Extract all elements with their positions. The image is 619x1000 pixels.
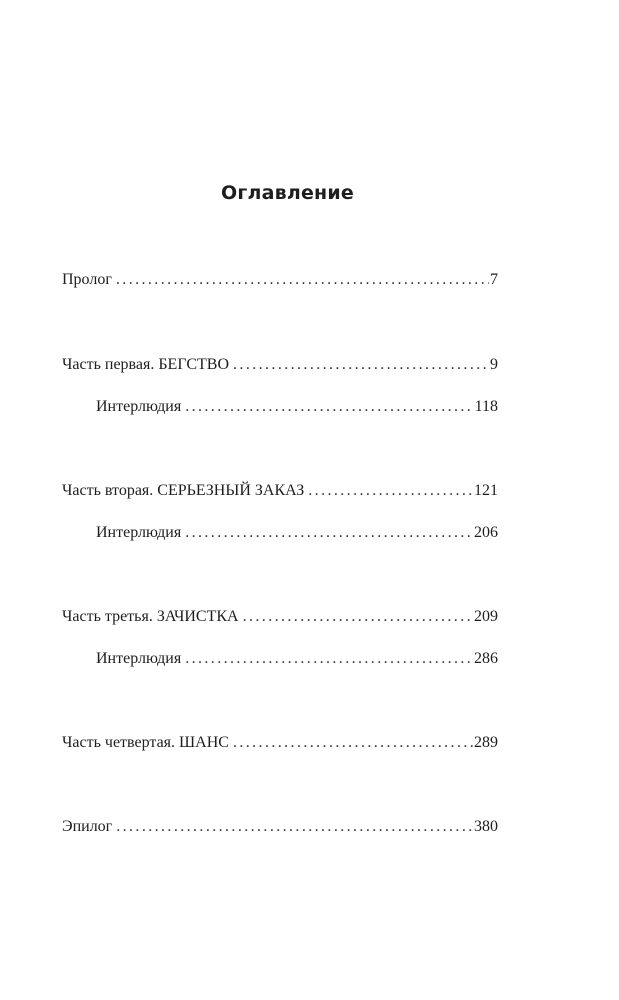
toc-entry-label: Интерлюдия	[96, 398, 182, 415]
page-title: Оглавление	[221, 182, 354, 204]
toc-entry-label: Интерлюдия	[96, 650, 182, 667]
dot-leader	[185, 648, 473, 670]
dot-leader	[116, 269, 489, 291]
toc-entry-page: 380	[474, 818, 498, 835]
toc-entry-page: 206	[474, 524, 498, 541]
toc-entry-epilogue[interactable]	[62, 816, 498, 838]
toc-entry-part-1[interactable]	[62, 354, 498, 376]
toc-entry-interlude-3[interactable]	[96, 648, 498, 670]
toc-entry-label: Часть третья. ЗАЧИСТКА	[62, 608, 239, 625]
toc-entry-page: 289	[474, 734, 498, 751]
dot-leader	[185, 396, 473, 418]
toc-entry-label: Часть вторая. СЕРЬЕЗНЫЙ ЗАКАЗ	[62, 482, 305, 499]
toc-entry-label: Интерлюдия	[96, 524, 182, 541]
toc-entry-prologue[interactable]	[62, 269, 498, 291]
toc-entry-label: Часть первая. БЕГСТВО	[62, 356, 230, 373]
dot-leader	[233, 354, 489, 376]
toc-entry-part-3[interactable]	[62, 606, 498, 628]
toc-entry-part-4[interactable]	[62, 732, 498, 754]
toc-entry-label: Пролог	[62, 271, 112, 288]
toc-entry-part-2[interactable]	[62, 480, 498, 502]
toc-entry-page: 9	[490, 356, 498, 373]
toc-entry-interlude-1[interactable]	[96, 396, 498, 418]
dot-leader	[233, 732, 473, 754]
toc-entry-page: 7	[490, 271, 498, 288]
toc-entry-label: Эпилог	[62, 818, 113, 835]
toc-entry-page: 118	[474, 398, 498, 415]
dot-leader	[116, 816, 473, 838]
toc-entry-page: 121	[474, 482, 498, 499]
toc-entry-label: Часть четвертая. ШАНС	[62, 734, 229, 751]
toc-entry-page: 209	[474, 608, 498, 625]
toc-entry-interlude-2[interactable]	[96, 522, 498, 544]
dot-leader	[243, 606, 473, 628]
dot-leader	[308, 480, 473, 502]
toc-entry-page: 286	[474, 650, 498, 667]
dot-leader	[185, 522, 473, 544]
